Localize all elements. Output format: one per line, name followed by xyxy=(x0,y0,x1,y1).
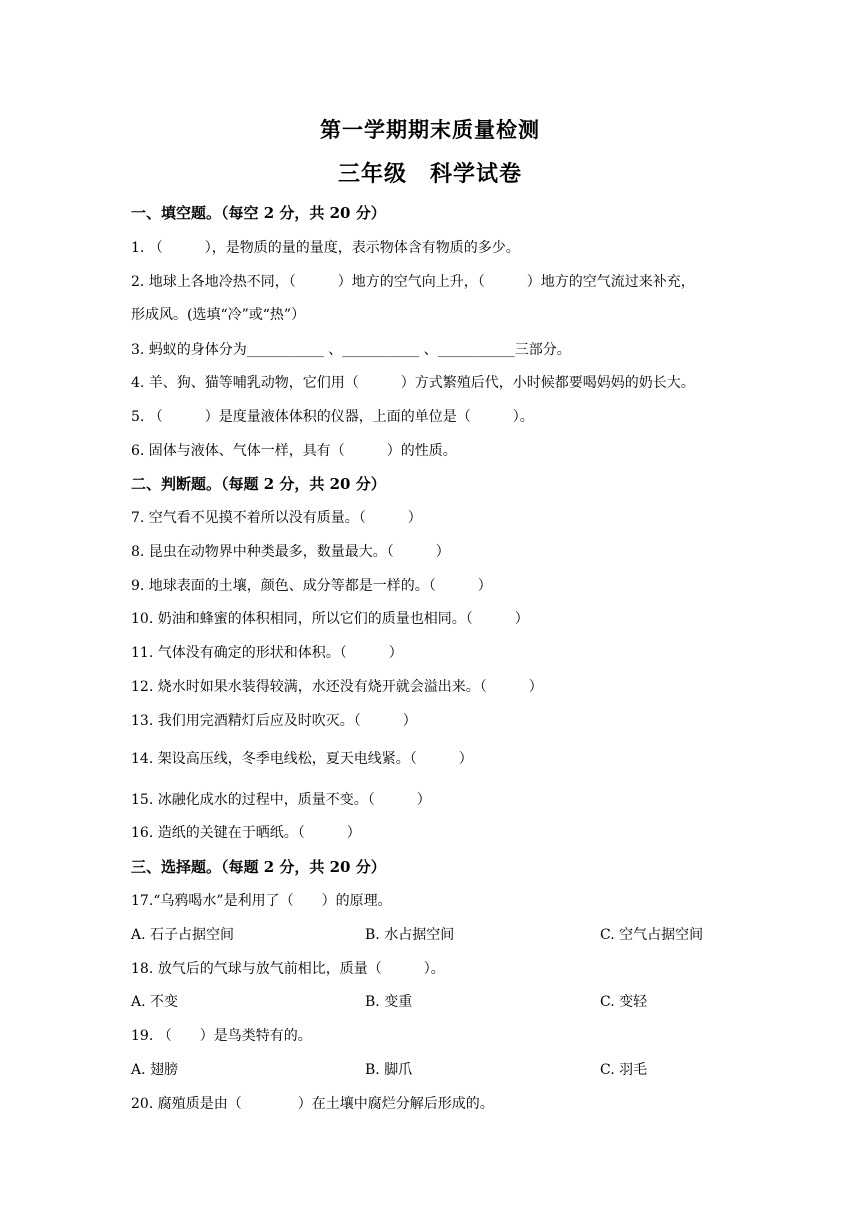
question-9: 9. 地球表面的土壤，颜色、成分等都是一样的。（ ） xyxy=(131,578,492,594)
question-19: 19. （ ）是鸟类特有的。 xyxy=(131,1028,312,1044)
question-4: 4. 羊、狗、猫等哺乳动物，它们用（ ）方式繁殖后代，小时候都要喝妈妈的奶长大。 xyxy=(131,375,695,391)
question-17: 17.“乌鸦喝水”是利用了（ ）的原理。 xyxy=(131,893,392,909)
question-18-option-c: C. 变轻 xyxy=(600,994,648,1010)
question-5: 5. （ ）是度量液体体积的仪器，上面的单位是（ ）。 xyxy=(131,409,534,425)
document-subtitle: 三年级 科学试卷 xyxy=(337,161,522,187)
question-14: 14. 架设高压线，冬季电线松，夏天电线紧。（ ） xyxy=(131,751,473,767)
question-18-option-a: A. 不变 xyxy=(131,994,179,1010)
question-17-option-a: A. 石子占据空间 xyxy=(131,927,235,943)
question-1: 1. （ ），是物质的量的量度，表示物体含有物质的多少。 xyxy=(131,240,520,256)
document-title: 第一学期期末质量检测 xyxy=(320,117,540,142)
question-20: 20. 腐殖质是由（ ）在土壤中腐烂分解后形成的。 xyxy=(131,1096,494,1112)
section-heading-choice: 三、选择题。（每题 2 分，共 20 分） xyxy=(131,858,386,876)
question-17-option-b: B. 水占据空间 xyxy=(365,927,455,943)
question-2-line-2: 形成风。(选填“冷”或“热”） xyxy=(131,307,306,323)
question-18: 18. 放气后的气球与放气前相比，质量（ ）。 xyxy=(131,961,445,977)
question-10: 10. 奶油和蜂蜜的体积相同，所以它们的质量也相同。（ ） xyxy=(131,611,529,627)
section-heading-fill: 一、填空题。（每空 2 分，共 20 分） xyxy=(131,204,386,222)
question-17-option-c: C. 空气占据空间 xyxy=(600,927,704,943)
question-8: 8. 昆虫在动物界中种类最多，数量最大。（ ） xyxy=(131,544,450,560)
question-16: 16. 造纸的关键在于晒纸。（ ） xyxy=(131,825,361,841)
question-3: 3. 蚂蚁的身体分为___________ 、___________ 、___________三部分。 xyxy=(131,342,571,358)
question-18-option-b: B. 变重 xyxy=(365,994,413,1010)
question-19-option-a: A. 翅膀 xyxy=(131,1062,179,1078)
question-11: 11. 气体没有确定的形状和体积。（ ） xyxy=(131,645,403,661)
question-19-option-b: B. 脚爪 xyxy=(365,1062,413,1078)
section-heading-judge: 二、判断题。（每题 2 分，共 20 分） xyxy=(131,475,386,493)
question-7: 7. 空气看不见摸不着所以没有质量。（ ） xyxy=(131,510,422,526)
question-2-line-1: 2. 地球上各地冷热不同，（ ）地方的空气向上升，（ ）地方的空气流过来补充， xyxy=(131,274,695,290)
question-12: 12. 烧水时如果水装得较满，水还没有烧开就会溢出来。（ ） xyxy=(131,679,543,695)
question-15: 15. 冰融化成水的过程中，质量不变。（ ） xyxy=(131,792,431,808)
question-19-option-c: C. 羽毛 xyxy=(600,1062,648,1078)
question-6: 6. 固体与液体、气体一样，具有（ ）的性质。 xyxy=(131,443,457,459)
question-13: 13. 我们用完酒精灯后应及时吹灭。（ ） xyxy=(131,713,417,729)
